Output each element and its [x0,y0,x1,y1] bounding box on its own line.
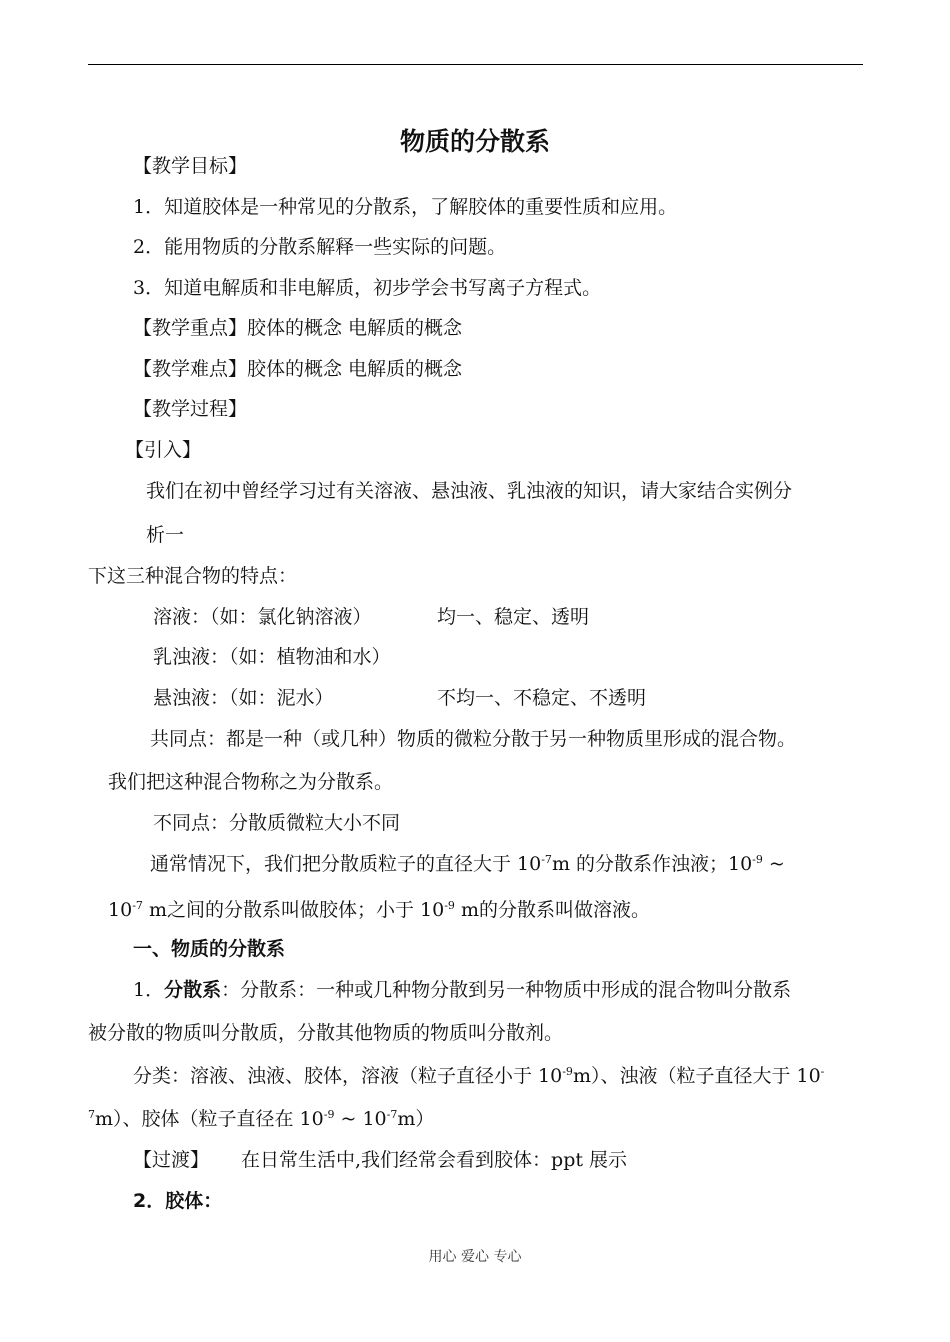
mixture-solution: 溶液：（如：氯化钠溶液） [153,606,372,628]
intro-heading: 【引入】 [125,439,202,461]
intro-text: 下这三种混合物的特点： [88,565,298,587]
size-definition: 通常情况下，我们把分散质粒子的直径大于 $10^{-7}m$ 的分散系作浊液；$10^{-9}$ ~ [150,853,785,875]
common-point-cont: 我们把这种混合物称之为分散系。 [108,771,394,793]
key-points: 【教学重点】胶体的概念 电解质的概念 [133,317,463,339]
classification: 分类：溶液、浊液、胶体，溶液（粒子直径小于 $10^{-9}m$）、浊液（粒子直径大于 10- [133,1065,825,1087]
size-definition-cont: $10^{-7}$ m之间的分散系叫做胶体；小于 $10^{-9}$ m的分散系叫做溶液。 [108,899,650,921]
classification-cont: $^7$m）、胶体（粒子直径在 $10^{-9}$ ~ $10^{-7}m$） [88,1108,435,1130]
mixture-suspension-feature: 不均一、不稳定、不透明 [437,687,647,709]
page-title: 物质的分散系 [399,127,550,156]
difficult-points: 【教学难点】胶体的概念 电解质的概念 [133,358,463,380]
page-footer: 用心 爱心 专心 [428,1249,522,1265]
section-heading: 一、物质的分散系 [133,938,286,960]
colloid-heading: 2．胶体： [133,1190,223,1212]
difference-point: 不同点：分散质微粒大小不同 [153,812,401,834]
mixture-suspension: 悬浊液：（如：泥水） [153,687,334,709]
process-heading: 【教学过程】 [133,398,248,420]
intro-text: 析一 [146,524,185,546]
dispersion-definition: 1．分散系：分散系：一种或几种物分散到另一种物质中形成的混合物叫分散系 [133,979,792,1001]
mixture-solution-feature: 均一、稳定、透明 [437,606,590,628]
transition-text: 在日常生活中,我们经常会看到胶体：ppt 展示 [241,1149,628,1171]
mixture-emulsion: 乳浊液：（如：植物油和水） [153,646,391,668]
goals-heading: 【教学目标】 [133,155,248,177]
goal-item: 1．知道胶体是一种常见的分散系，了解胶体的重要性质和应用。 [133,196,678,218]
header-rule [88,64,863,65]
transition-label: 【过渡】 [133,1149,210,1171]
dispersion-definition-cont: 被分散的物质叫分散质，分散其他物质的物质叫分散剂。 [88,1022,564,1044]
common-point: 共同点：都是一种（或几种）物质的微粒分散于另一种物质里形成的混合物。 [150,728,797,750]
goal-item: 2．能用物质的分散系解释一些实际的问题。 [133,236,507,258]
intro-text: 我们在初中曾经学习过有关溶液、悬浊液、乳浊液的知识，请大家结合实例分 [146,480,793,502]
goal-item: 3．知道电解质和非电解质，初步学会书写离子方程式。 [133,277,602,299]
